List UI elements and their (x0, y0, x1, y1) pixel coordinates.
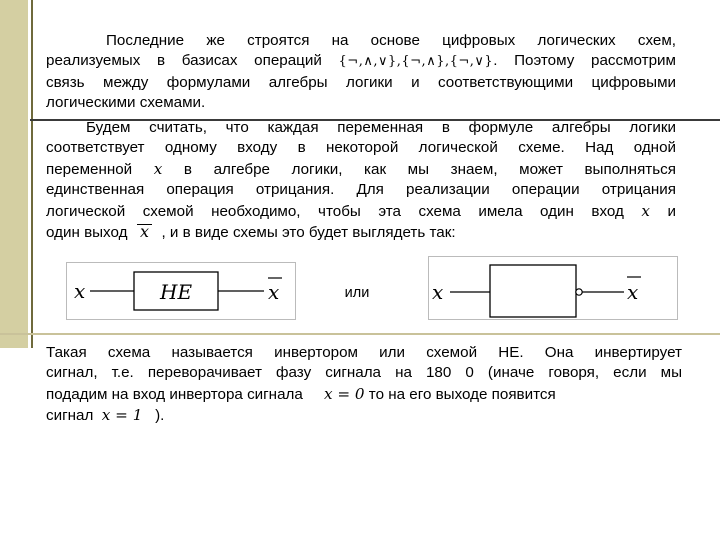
gate-box (490, 265, 576, 317)
or-label: или (327, 280, 387, 306)
operation-bases: {¬,∧,∨},{¬,∧},{¬,∨} (338, 54, 494, 70)
left-decor-stripe (0, 0, 28, 348)
math-x-equals-0: x = 0 (323, 384, 365, 403)
text-line: соответствует одному входу в некоторой логической схеме. Над одной (46, 139, 676, 157)
text-line: единственная операция отрицания. Для реализации операции отрицания (46, 181, 676, 199)
variable-x: x (153, 159, 163, 178)
text-line: логической схемой необходимо, чтобы эта схема имела один вход x и (46, 201, 676, 220)
paragraph-intro (46, 31, 676, 114)
text-line: Такая схема называется инвертором или схемой НЕ. Она инвертирует (46, 344, 682, 361)
text-line: реализуемых в базисах операций {¬,∧,∨},{¬,∧},{¬,∨}. Поэтому рассмотрим (46, 52, 676, 70)
variable-not-x: x (127, 222, 161, 242)
horizontal-rule-bottom (0, 333, 720, 335)
text-line: переменной x в алгебре логики, как мы знаем, может выполняться (46, 159, 676, 178)
math-x-equals-1: x = 1 (101, 406, 143, 425)
paragraph-inverter (46, 343, 682, 427)
text-line: сигнал x = 1 ). (46, 406, 165, 425)
output-label: x (627, 280, 639, 304)
text-line: один выход x , и в виде схемы это будет выглядеть так: (46, 222, 456, 242)
text-line: связь между формулами алгебры логики и соответствующими цифровыми (46, 73, 676, 91)
gate-label: НЕ (160, 280, 193, 304)
text-line: Будем считать, что каждая переменная в формуле алгебры логики (86, 119, 676, 136)
text-line: логическими схемами. (46, 94, 206, 112)
inverter-diagram-ne (66, 262, 296, 320)
inverter-diagram-bubble (428, 256, 678, 320)
variable-x: x (641, 201, 650, 220)
input-label: x (74, 279, 86, 303)
input-label: x (432, 280, 444, 304)
left-decor-rule (31, 0, 33, 348)
output-label: x (268, 280, 280, 304)
text-line: подадим на вход инвертора сигнала x = 0 то на его выходе появится (46, 384, 556, 403)
inversion-bubble (576, 289, 582, 295)
text-line: сигнал, т.е. переворачивает фазу сигнала на 180 0 (иначе говоря, если мы (46, 364, 682, 382)
text-line: Последние же строятся на основе цифровых логических схем, (106, 32, 676, 49)
paragraph-variables (46, 118, 676, 243)
